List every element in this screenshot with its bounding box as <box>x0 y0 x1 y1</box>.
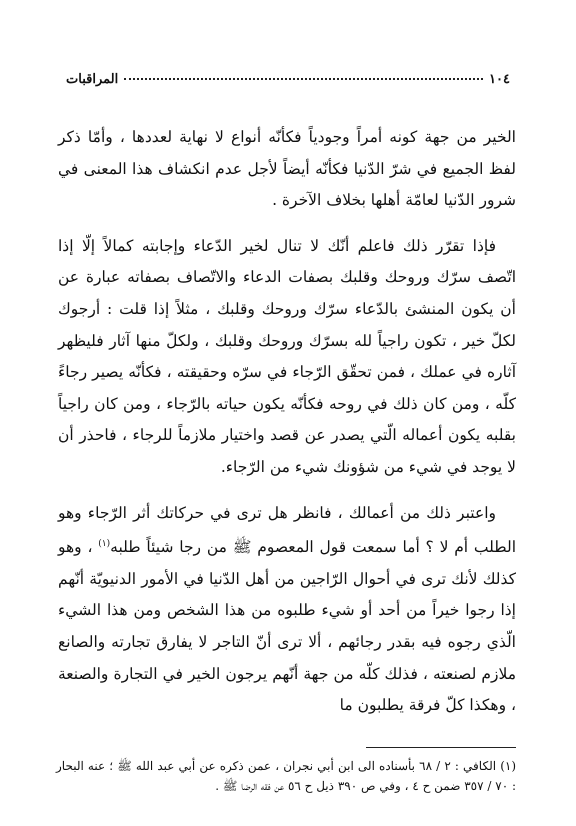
footnote-marker: (١) <box>98 539 111 550</box>
header-dotted-leader <box>124 78 483 80</box>
running-title: المراقبات <box>66 72 119 87</box>
body-text <box>58 122 516 736</box>
page-number: ١٠٤ <box>489 72 510 87</box>
paragraph-2: فإذا تقرّر ذلك فاعلم أنّك لا تنال لخير الدّعاء وإجابته كمالاً إلّا إذا اتّصف سرّك وروحك وقلبك بصفات الدعاء والاتّصاف بصفاته عبارة عن أن يكون المنشئ بالدّعاء سرّك وروحك وقلبك ، مثلاً إذا قلت : أرجوك لكلّ خير ، تكون راجياً لله بسرّك وروحك وقلبك ، ولكلّ منها آثار فليظهر آثاره في عملك ، فمن تحقّق الرّجاء في سرّه وحقيقته ، فكأنّه يصير رجاءً كلّه ، ومن كان ذلك في روحه فكأنّه يكون حياته بالرّجاء ، ومن كان راجياً بقلبه يكون أعماله الّتي يصدر عن قصد واختيار ملازماً للرجاء ، فاحذر أن لا يوجد في شيء من شؤونك شيء من الرّجاء. <box>58 236 516 476</box>
paragraph-3-part-1: واعتبر ذلك من أعمالك ، فانظر هل ترى في حركاتك أثر الرّجاء وهو الطلب أم لا ؟ أما سمعت قول المعصوم ﷺ من رجا شيئاً طلبه <box>58 503 516 557</box>
paragraph-3-part-2: ، وهو كذلك لأنك ترى في أحوال الرّاجين من أهل الدّنيا في الأمور الدنيويّة أنّهم إذا رجوا خيراً من أحد أو شيء طلبوه من هذا الشخص ومن هذا الشيء الّذي رجوه فيه بقدر رجائهم ، ألا ترى أنّ التاجر لا يفارق تجارته والصانع ملازم لصنعته ، فذلك كلّه من جهة أنّهم يرجون الخير في التجارة والصنعة ، وهكذا كلّ فرقة يطلبون ما <box>58 538 516 715</box>
paragraph-1: الخير من جهة كونه أمراً وجودياً فكأنّه أنواع لا نهاية لعددها ، وأمّا ذكر لفظ الجميع في شرّ الدّنيا فكأنّه أيضاً لأجل عدم انكشاف هذا المعنى في شرور الدّنيا لعامّة أهلها بخلاف الآخرة . <box>58 128 516 210</box>
running-header <box>66 72 510 87</box>
paragraph-3 <box>58 498 516 722</box>
footnote: (١) الكافي : ٢ / ٦٨ بأسناده الى ابن أبي نجران ، عمن ذكره عن أبي عبد الله ﷺ ؛ عنه البحار : ٧٠ / ٣٥٧ ضمن ح ٤ ، وفي ص ٣٩٠ ذيل ح ٥٦ عن فقه الرضا ﷺ . <box>56 759 517 793</box>
footnote-separator <box>366 747 516 748</box>
